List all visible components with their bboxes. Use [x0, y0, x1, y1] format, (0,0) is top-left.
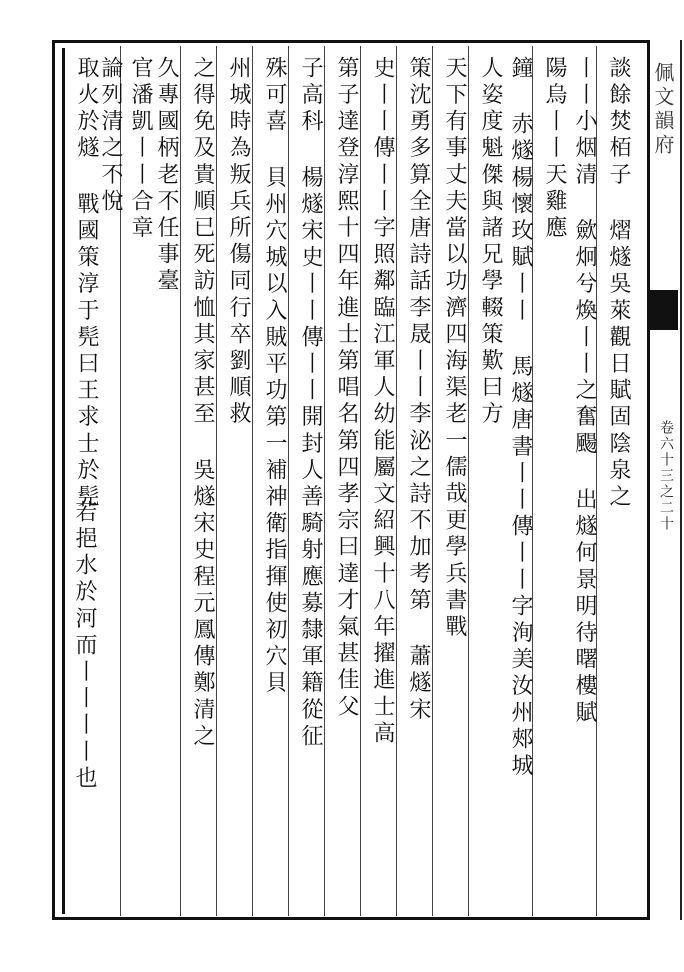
column-divider	[468, 46, 469, 916]
text-column-10: 子高科 楊燧宋史丨丨傳丨丨開封人善騎射應募隸軍籍從征	[298, 56, 323, 751]
column-divider	[324, 46, 325, 916]
text-column-18: 若挹水於河而丨丨丨丨也	[72, 500, 97, 793]
text-column-7: 策沈勇多算全唐詩話李晟丨丨李泌之詩不加考第 蕭燧宋	[406, 56, 431, 724]
fishtail-mark	[648, 290, 678, 330]
column-divider	[288, 46, 289, 916]
margin-title: 佩文韻府	[651, 62, 675, 158]
text-column-13: 之得免及貴順已死訪恤其家甚至 吳燧宋史程元鳳傳鄭清之	[190, 56, 215, 751]
text-column-17: 取火於燧 戰國策淳于髡曰王求士於髡	[74, 56, 99, 512]
margin-folio: 卷六十三之二十	[658, 420, 674, 532]
text-column-4: 鐘 赤燧楊懷玫賦丨丨 馬燧唐書丨丨傳丨丨字洵美汝州郟城	[508, 56, 533, 781]
text-column-5: 人姿度魁傑與諸兄學輟策歎曰方	[478, 56, 503, 429]
text-column-12: 州城時為叛兵所傷同行卒劉順救	[226, 56, 251, 429]
text-column-3: 陽烏丨丨天雞應	[542, 56, 567, 243]
text-column-1: 談餘焚栢子 熠燧吳萊觀日賦固陰泉之	[606, 56, 631, 512]
column-divider	[396, 46, 397, 916]
column-divider	[360, 46, 361, 916]
column-divider	[432, 46, 433, 916]
text-column-9: 第子達登淳熙十四年進士第唱名第四孝宗曰達才氣甚佳父	[334, 56, 359, 721]
text-column-15: 官潘凱丨丨合章	[128, 56, 153, 243]
fold-margin-rule	[680, 40, 682, 920]
inner-border-rule	[62, 48, 65, 914]
text-column-6: 天下有事丈夫當以功濟四海渠老一儒哉更學兵書戰	[442, 56, 467, 642]
text-column-11: 殊可喜 貝州穴城以入賊平功第一補神衛指揮使初穴貝	[262, 56, 287, 698]
text-column-14: 久專國柄老不任事臺	[154, 56, 179, 296]
text-column-8: 史丨丨傳丨丨字照鄰臨江軍人幼能屬文紹興十八年擢進士高	[370, 56, 395, 748]
column-divider	[216, 46, 217, 916]
column-divider	[180, 46, 181, 916]
text-column-16: 論列清之不悅	[98, 56, 123, 216]
column-divider	[252, 46, 253, 916]
text-column-2: 丨丨小烟清 歛炯兮煥丨丨之奮颺 出燧何景明待曙樓賦	[572, 56, 597, 727]
